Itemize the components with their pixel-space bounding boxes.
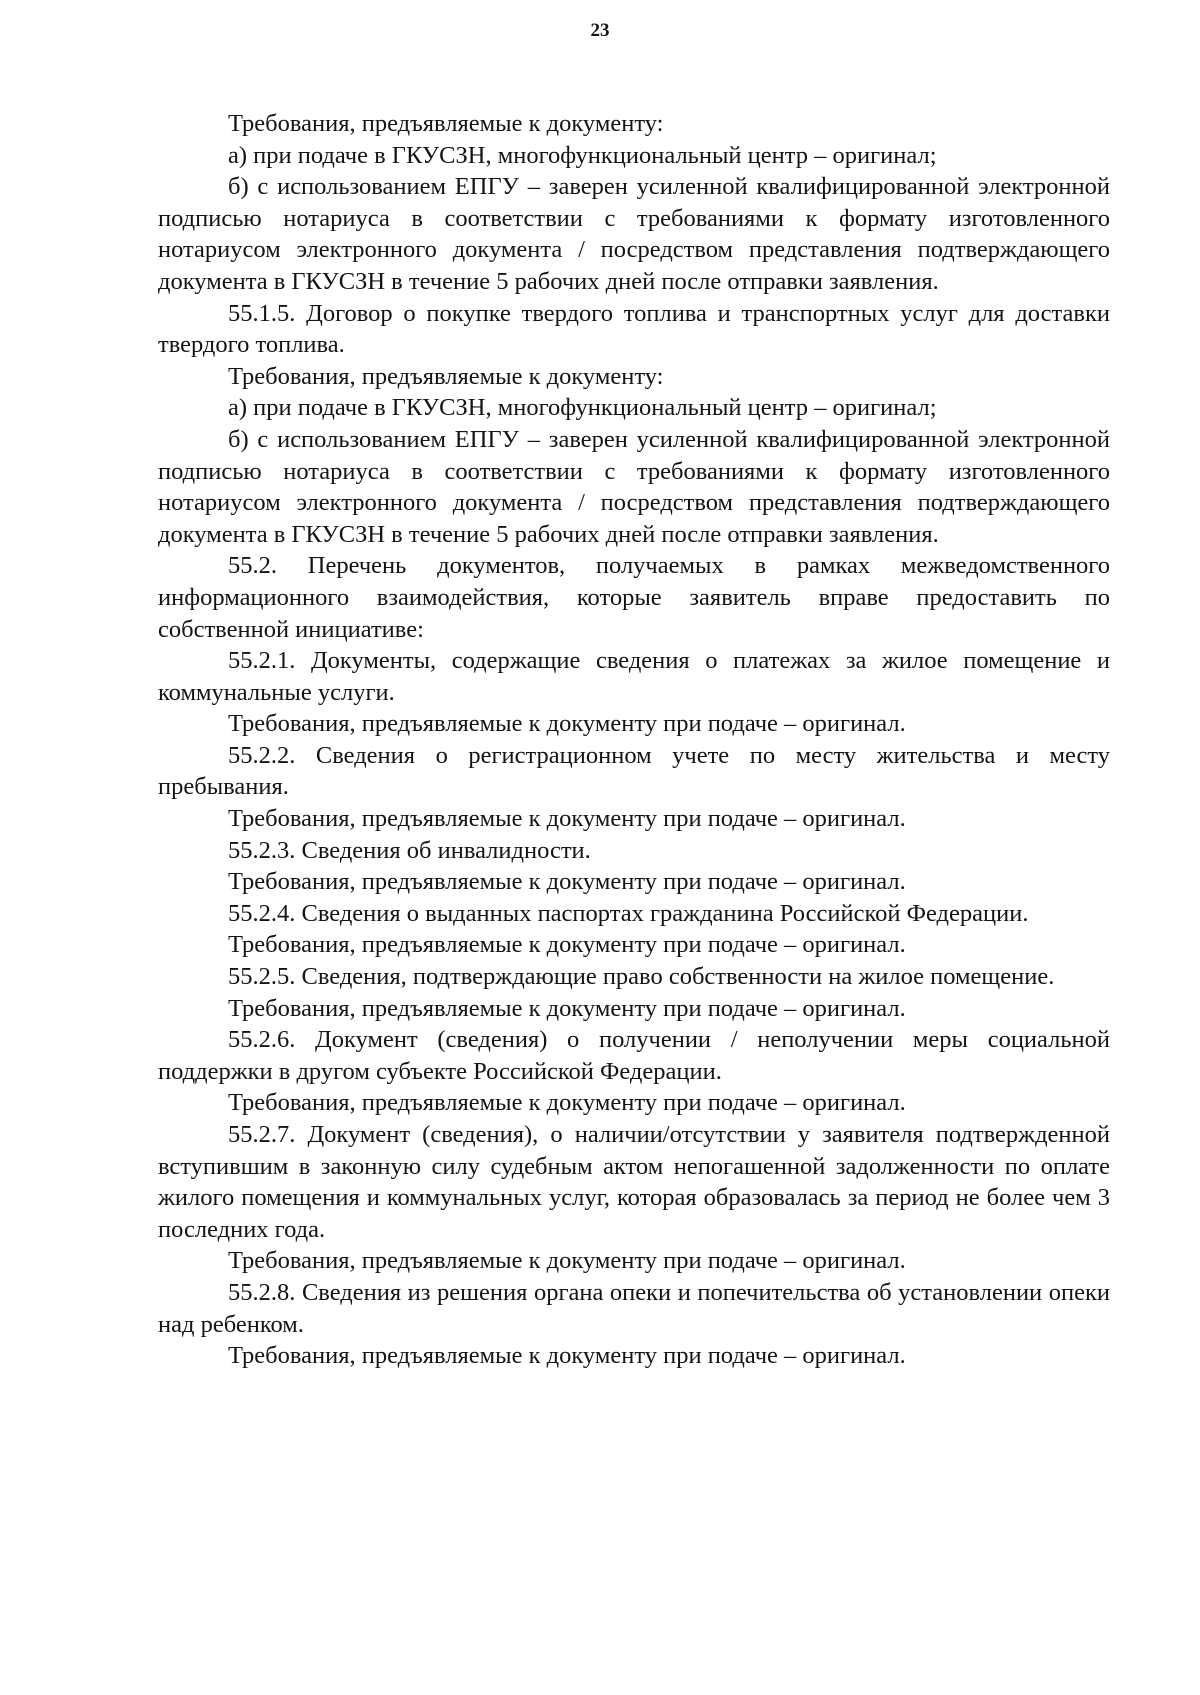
requirement-original: Требования, предъявляемые к документу при подаче – оригинал.: [228, 994, 906, 1022]
clause-55-2-5: 55.2.5. Сведения, подтверждающие право собственности на жилое помещение.: [228, 963, 1055, 991]
clause-55-2: 55.2. Перечень документов, получаемых в рамках межведомственного информационного взаимодействия, которые заявитель вправе предоставить по собственной инициативе:: [158, 552, 1110, 643]
document-body: [158, 108, 1110, 1372]
page-number: 23: [590, 20, 610, 41]
requirement-original: Требования, предъявляемые к документу при подаче – оригинал.: [228, 931, 906, 959]
clause-55-2-2: 55.2.2. Сведения о регистрационном учете по месту жительства и месту пребывания.: [158, 741, 1110, 801]
requirement-item-a: а) при подаче в ГКУСЗН, многофункциональный центр – оригинал;: [228, 141, 937, 169]
requirement-original: Требования, предъявляемые к документу при подаче – оригинал.: [228, 868, 906, 896]
requirement-original: Требования, предъявляемые к документу при подаче – оригинал.: [228, 710, 906, 738]
clause-55-1-5: 55.1.5. Договор о покупке твердого топлива и транспортных услуг для доставки твердого топлива.: [158, 299, 1110, 359]
clause-55-2-8: 55.2.8. Сведения из решения органа опеки и попечительства об установлении опеки над ребенком.: [158, 1278, 1110, 1338]
requirement-item-b: б) с использованием ЕПГУ – заверен усиленной квалифицированной электронной подписью нотариуса в соответствии с требованиями к формату изготовленного нотариусом электронного документа / посредством представления подтверждающего документа в ГКУСЗН в течение 5 рабочих дней после отправки заявления.: [158, 425, 1110, 548]
clause-55-2-4: 55.2.4. Сведения о выданных паспортах гражданина Российской Федерации.: [228, 899, 1029, 927]
requirements-heading: Требования, предъявляемые к документу:: [228, 110, 664, 137]
requirement-original: Требования, предъявляемые к документу при подаче – оригинал.: [228, 805, 906, 833]
requirement-original: Требования, предъявляемые к документу при подаче – оригинал.: [228, 1342, 906, 1370]
clause-55-2-1: 55.2.1. Документы, содержащие сведения о платежах за жилое помещение и коммунальные услуги.: [158, 647, 1110, 706]
requirements-heading: Требования, предъявляемые к документу:: [228, 362, 664, 390]
clause-55-2-7: 55.2.7. Документ (сведения), о наличии/отсутствии у заявителя подтвержденной вступившим в законную силу судебным актом непогашенной задолженности по оплате жилого помещения и коммунальных услуг, которая образовалась за период не более чем 3 последних года.: [158, 1121, 1110, 1243]
requirement-original: Требования, предъявляемые к документу при подаче – оригинал.: [228, 1247, 906, 1275]
requirement-item-b: б) с использованием ЕПГУ – заверен усиленной квалифицированной электронной подписью нотариуса в соответствии с требованиями к формату изготовленного нотариусом электронного документа / посредством представления подтверждающего документа в ГКУСЗН в течение 5 рабочих дней после отправки заявления.: [158, 173, 1110, 295]
clause-55-2-3: 55.2.3. Сведения об инвалидности.: [228, 836, 591, 864]
requirement-original: Требования, предъявляемые к документу при подаче – оригинал.: [228, 1089, 906, 1117]
clause-55-2-6: 55.2.6. Документ (сведения) о получении / неполучении меры социальной поддержки в другом субъекте Российской Федерации.: [158, 1026, 1110, 1085]
requirement-item-a: а) при подаче в ГКУСЗН, многофункциональный центр – оригинал;: [228, 394, 937, 422]
